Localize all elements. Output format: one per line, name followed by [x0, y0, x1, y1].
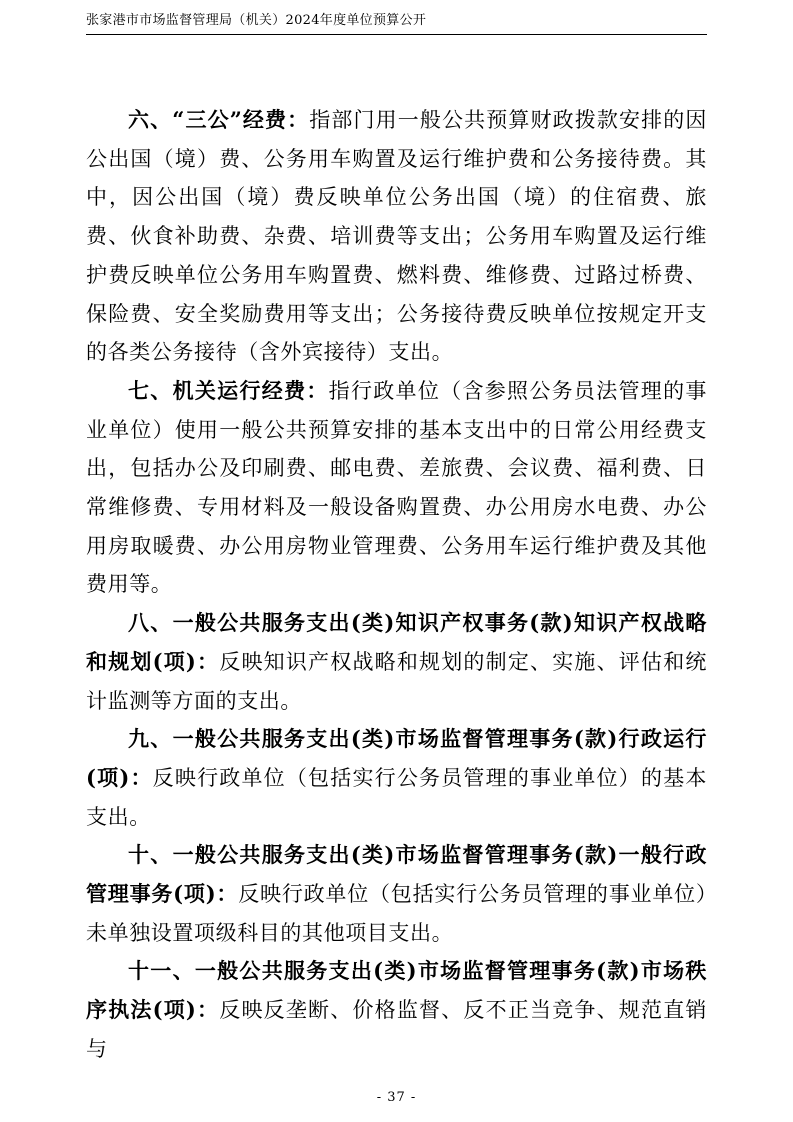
paragraph-term: 九、一般公共服务支出(类)市场监督管理事务(款)行政运行(项)：: [86, 726, 707, 790]
header-title: 张家港市市场监督管理局（机关）2024年度单位预算公开: [86, 13, 427, 28]
document-body: [86, 101, 707, 1069]
paragraph-term: 十一、一般公共服务支出(类)市场监督管理事务(款)市场秩序执法(项)：: [86, 958, 707, 1023]
page-header: [86, 10, 707, 35]
paragraph-term: 八、一般公共服务支出(类)知识产权事务(款)知识产权战略和规划(项)：: [86, 610, 707, 674]
paragraph-agency-operating-funds: [86, 372, 707, 604]
paragraph-text: 反映知识产权战略和规划的制定、实施、评估和统计监测等方面的支出。: [86, 649, 708, 713]
paragraph-term: 十、一般公共服务支出(类)市场监督管理事务(款)一般行政管理事务(项)：: [86, 842, 707, 907]
paragraph-text: 指行政单位（含参照公务员法管理的事业单位）使用一般公共预算安排的基本支出中的日常公用经费支出，包括办公及印刷费、邮电费、差旅费、会议费、福利费、日常维修费、专用材料及一般设备购置费、办公用房水电费、办公用房取暖费、办公用房物业管理费、公务用车运行维护费及其他费用等。: [86, 378, 708, 597]
paragraph-administrative-operation: [86, 720, 707, 836]
paragraph-text: 反映行政单位（包括实行公务员管理的事业单位）未单独设置项级科目的其他项目支出。: [86, 882, 708, 945]
paragraph-term: 六、“三公”经费：: [128, 107, 310, 132]
paragraph-general-administrative-affairs: [86, 836, 707, 952]
paragraph-text: 反映行政单位（包括实行公务员管理的事业单位）的基本支出。: [86, 765, 707, 829]
paragraph-text: 指部门用一般公共预算财政拨款安排的因公出国（境）费、公务用车购置及运行维护费和公务接待费。其中，因公出国（境）费反映单位公务出国（境）的住宿费、旅费、伙食补助费、杂费、培训费等支出；公务用车购置及运行维护费反映单位公务用车购置费、燃料费、维修费、过路过桥费、保险费、安全奖励费用等支出；公务接待费反映单位按规定开支的各类公务接待（含外宾接待）支出。: [86, 108, 707, 365]
paragraph-market-order-enforcement: [86, 952, 707, 1068]
paragraph-ip-strategy-planning: [86, 604, 707, 720]
paragraph-text: 反映反垄断、价格监督、反不正当竞争、规范直销与: [86, 998, 708, 1061]
paragraph-term: 七、机关运行经费：: [128, 377, 329, 403]
page-number: - 37 -: [376, 1090, 417, 1105]
paragraph-sangong-funds: [86, 101, 707, 372]
